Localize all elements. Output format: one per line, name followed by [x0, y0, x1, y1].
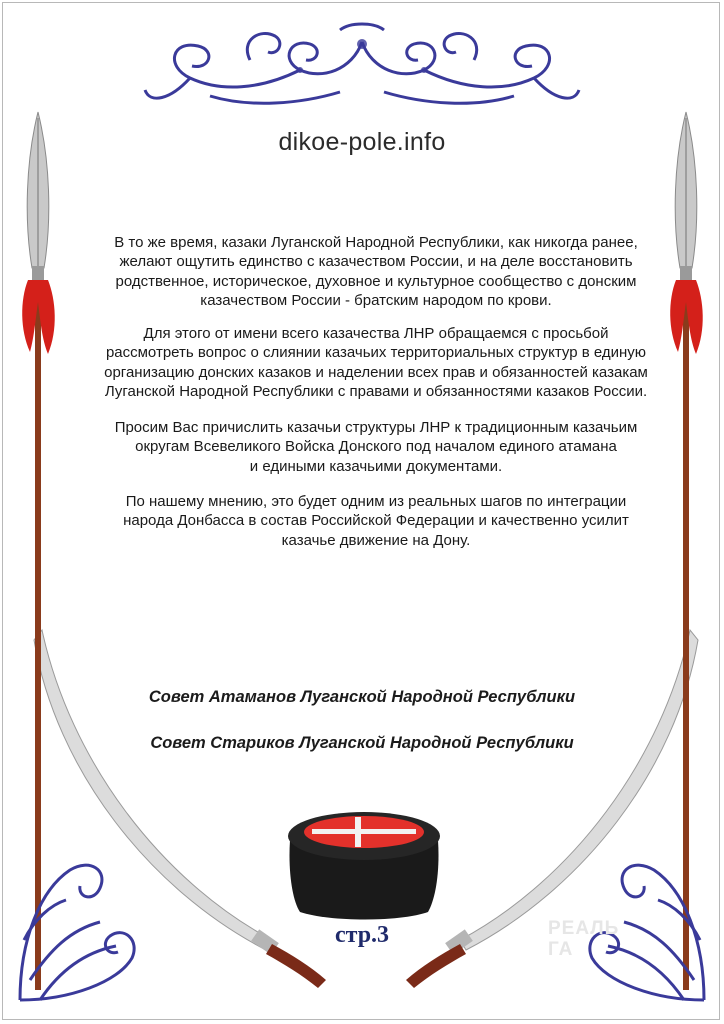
line: По нашему мнению, это будет одним из реальных шагов по интеграции: [125, 493, 627, 510]
left-spear-icon: [22, 112, 55, 990]
line: казачье движение на Дону.: [281, 531, 471, 549]
watermark-line: РЕАЛЬ: [548, 918, 620, 939]
line: и едиными казачьими документами.: [249, 457, 503, 475]
watermark-line: ГА: [548, 939, 574, 960]
line: организацию донских казаков и наделении всех прав и обязанностей казакам: [104, 363, 648, 381]
line: родственное, историческое, духовное и культурное сообщество с донским: [115, 272, 637, 290]
line: округам Всевеликого Войска Донского под началом единого атамана: [135, 438, 617, 456]
signature-atamans: Совет Атаманов Луганской Народной Республики: [148, 688, 576, 706]
paragraph-2: [62, 324, 690, 401]
line: казачеством России - братским народом по крови.: [200, 291, 552, 309]
watermark: [548, 918, 668, 960]
site-url: dikoe-pole.info: [278, 128, 446, 156]
top-ornament: [145, 24, 579, 103]
line: В то же время, казаки Луганской Народной Республики, как никогда ранее,: [114, 234, 638, 251]
line: Для этого от имени всего казачества ЛНР обращаемся с просьбой: [143, 325, 609, 342]
line: Просим Вас причислить казачьи структуры ЛНР к традиционным казачьим: [114, 419, 638, 436]
paragraph-3: [62, 418, 690, 476]
line: рассмотреть вопрос о слиянии казачьих территориальных структур в единую: [105, 344, 647, 362]
line: народа Донбасса в состав Российской Федерации и качественно усилит: [123, 512, 629, 530]
page-number: стр.3: [334, 922, 390, 948]
signature-elders: Совет Стариков Луганской Народной Республики: [150, 734, 574, 752]
line: Луганской Народной Республики с правами и обязанностями казаков России.: [104, 382, 648, 400]
papakha-hat-icon: [288, 812, 440, 920]
paragraph-1: [62, 233, 690, 310]
paragraph-4: [62, 492, 690, 550]
line: желают ощутить единство с казачеством России, и на деле восстановить: [119, 253, 633, 271]
left-saber-icon: [34, 630, 326, 988]
